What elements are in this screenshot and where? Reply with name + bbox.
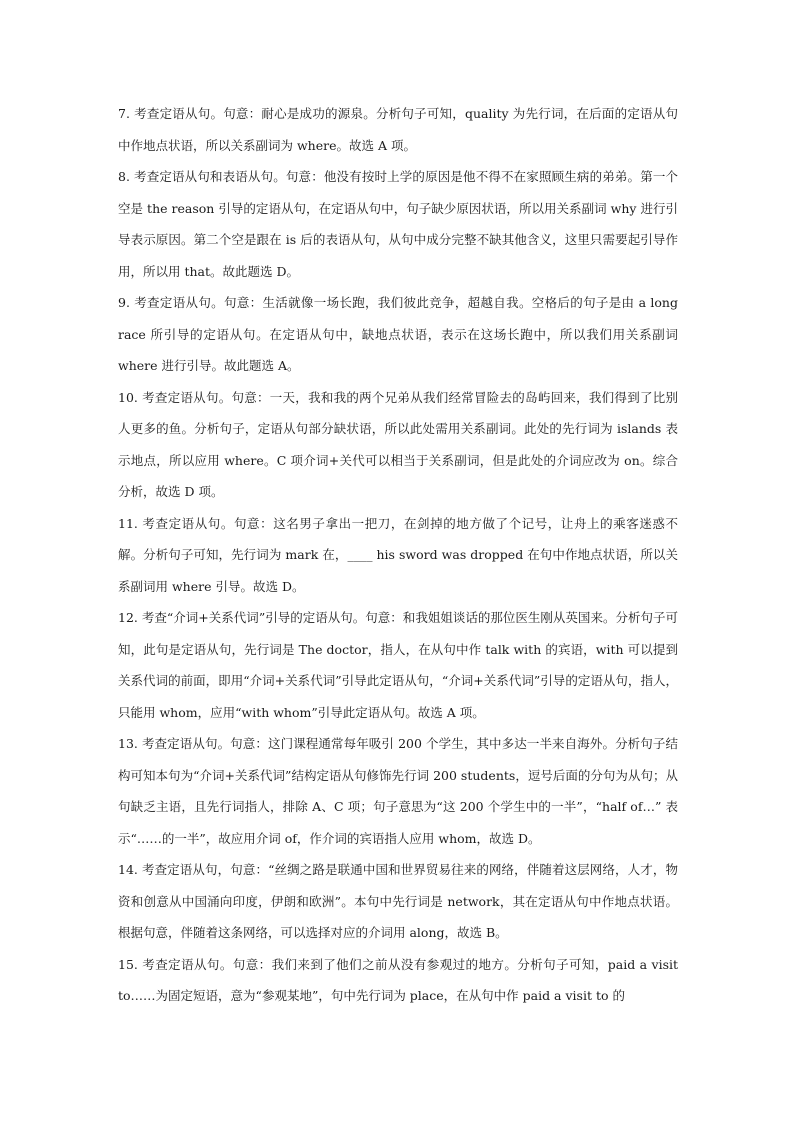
paragraph-item-9: 9. 考查定语从句。句意：生活就像一场长跑，我们彼此竞争，超越自我。空格后的句子是由 a long race 所引导的定语从句。在定语从句中，缺地点状语，表示在这场长跑中，所以我们用关系副词 where 进行引导。故此题选 A。 <box>118 295 678 373</box>
paragraph-item-7: 7. 考查定语从句。句意：耐心是成功的源泉。分析句子可知，quality 为先行词，在后面的定语从句中作地点状语，所以关系副词为 where。故选 A 项。 <box>118 106 678 153</box>
paragraph-item-12: 12. 考查“介词+关系代词”引导的定语从句。句意：和我姐姐谈话的那位医生刚从英国来。分析句子可知，此句是定语从句，先行词是 The doctor，指人，在从句中作 talk with 的宾语，with 可以提到关系代词的前面，即用“介词+关系代词”引导此定语从句，“介词+关系代词”引导的定语从句，指人，只能用 whom，应用“with whom”引导此定语从句。故选 A 项。 <box>118 610 678 720</box>
paragraph-item-10: 10. 考查定语从句。句意：一天，我和我的两个兄弟从我们经常冒险去的岛屿回来，我们得到了比别人更多的鱼。分析句子，定语从句部分缺状语，所以此处需用关系副词。此处的先行词为 islands 表示地点，所以应用 where。C 项介词+关代可以相当于关系副词，但是此处的介词应改为 on。综合分析，故选 D 项。 <box>118 389 678 499</box>
paragraph-item-15: 15. 考查定语从句。句意：我们来到了他们之前从没有参观过的地方。分析句子可知，paid a visit to……为固定短语，意为“参观某地”，句中先行词为 place，在从句中作 paid a visit to 的 <box>118 956 678 1003</box>
paragraph-item-13: 13. 考查定语从句。句意：这门课程通常每年吸引 200 个学生，其中多达一半来自海外。分析句子结构可知本句为“介词+关系代词”结构定语从句修饰先行词 200 students，逗号后面的分句为从句；从句缺乏主语，且先行词指人，排除 A、C 项；句子意思为“这 200 个学生中的一半”，“half of…” 表示“……的一半”，故应用介词 of，作介词的宾语指人应用 whom，故选 D。 <box>118 736 678 846</box>
paragraph-item-14: 14. 考查定语从句，句意：“丝绸之路是联通中国和世界贸易往来的网络，伴随着这层网络，人才，物资和创意从中国涌向印度，伊朗和欧洲”。本句中先行词是 network，其在定语从句中作地点状语。根据句意，伴随着这条网络，可以选择对应的介词用 along，故选 B。 <box>118 862 678 940</box>
paragraph-item-11: 11. 考查定语从句。句意：这名男子拿出一把刀，在剑掉的地方做了个记号，让舟上的乘客迷惑不解。分析句子可知，先行词为 mark 在，____ his sword was dropped 在句中作地点状语，所以关系副词用 where 引导。故选 D。 <box>118 515 678 594</box>
paragraph-item-8: 8. 考查定语从句和表语从句。句意：他没有按时上学的原因是他不得不在家照顾生病的弟弟。第一个空是 the reason 引导的定语从句，在定语从句中，句子缺少原因状语，所以用关系副词 why 进行引导表示原因。第二个空是跟在 is 后的表语从句，从句中成分完整不缺其他含义，这里只需要起引导作用，所以用 that。故此题选 D。 <box>118 169 678 279</box>
document-body <box>118 98 678 1012</box>
